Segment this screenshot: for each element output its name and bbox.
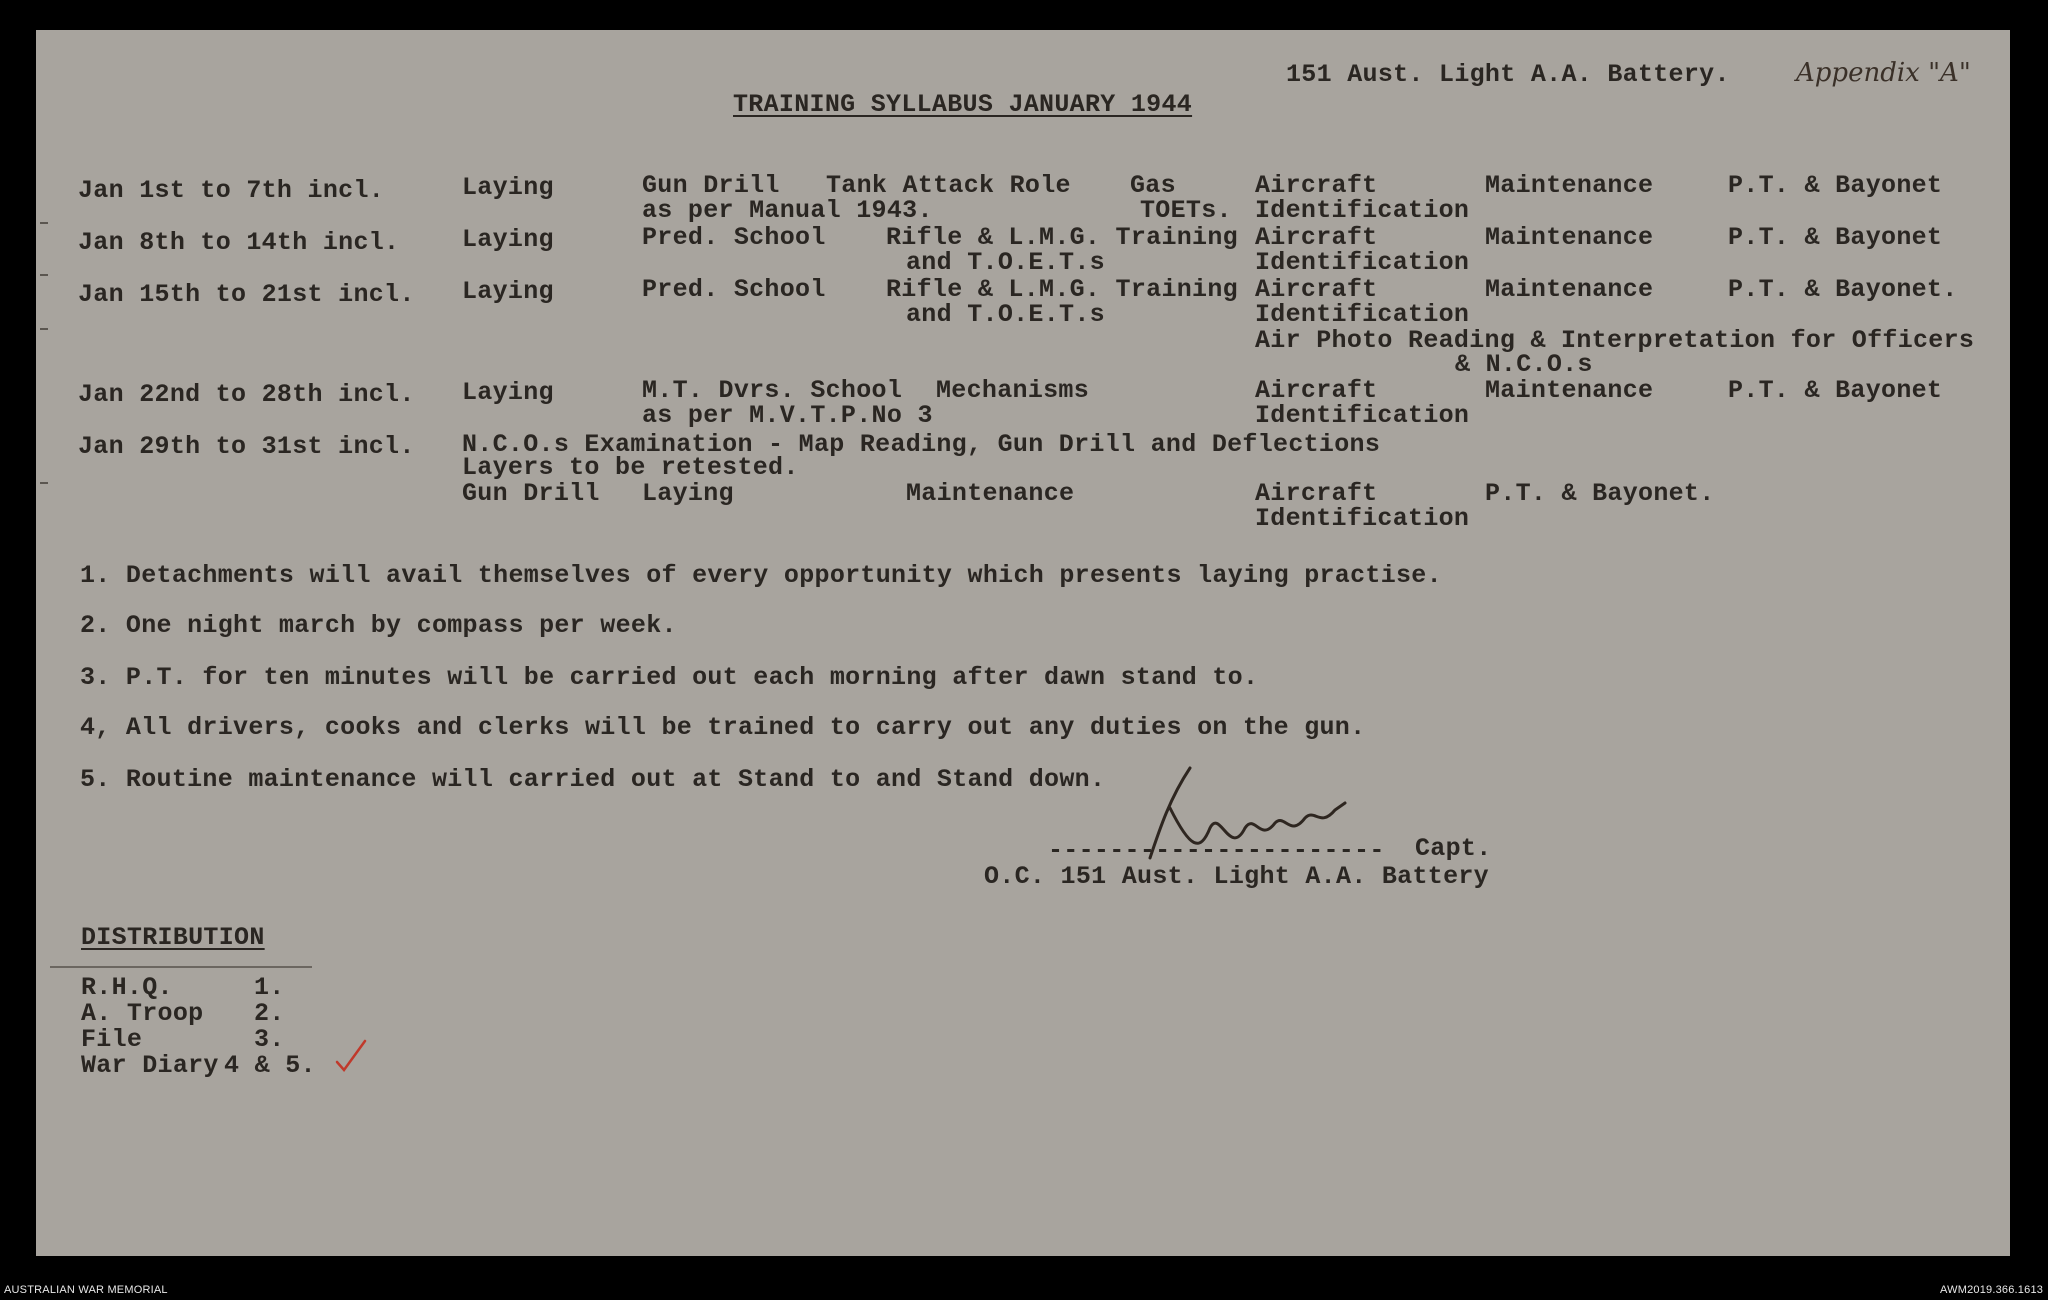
- row-gun-drill: Gun Drill: [642, 171, 780, 200]
- row-pt-bayonet: P.T. & Bayonet: [1728, 171, 1943, 200]
- distribution-copies: 3.: [254, 1025, 285, 1054]
- row-maintenance: Maintenance: [1485, 171, 1654, 200]
- distribution-rule: [50, 966, 312, 968]
- row-pt-bayonet: P.T. & Bayonet.: [1485, 479, 1715, 508]
- row-air-photo: Air Photo Reading & Interpretation for Officers: [1255, 326, 1975, 355]
- distribution-heading: DISTRIBUTION: [81, 923, 265, 952]
- distribution-name: A. Troop: [81, 999, 204, 1028]
- row-toets: and T.O.E.T.s: [906, 300, 1105, 329]
- row-retest: Layers to be retested.: [462, 453, 799, 482]
- document-page: [36, 30, 2010, 1256]
- row-identification: Identification: [1255, 248, 1470, 277]
- archive-credit: AUSTRALIAN WAR MEMORIAL: [4, 1284, 168, 1296]
- distribution-name: File: [81, 1025, 143, 1054]
- row-identification: Identification: [1255, 196, 1470, 225]
- row-air-photo-ncos: & N.C.O.s: [1455, 350, 1593, 379]
- document-title: TRAINING SYLLABUS JANUARY 1944: [733, 90, 1193, 119]
- row-pred-school: Pred. School: [642, 223, 826, 252]
- signature-rank: Capt.: [1415, 834, 1492, 863]
- note-item: 5. Routine maintenance will carried out at Stand to and Stand down.: [80, 765, 1106, 794]
- row-pt-bayonet: P.T. & Bayonet: [1728, 223, 1943, 252]
- row-maintenance: Maintenance: [906, 479, 1075, 508]
- margin-mark: [40, 328, 48, 330]
- note-item: 1. Detachments will avail themselves of every opportunity which presents laying practise.: [80, 561, 1442, 590]
- row-maintenance: Maintenance: [1485, 223, 1654, 252]
- row-pred-school: Pred. School: [642, 275, 826, 304]
- row-rifle-training: Rifle & L.M.G. Training: [886, 223, 1238, 252]
- row-laying: Laying: [462, 225, 554, 254]
- archive-id: AWM2019.366.1613: [1940, 1284, 2044, 1296]
- margin-mark: [40, 482, 48, 484]
- row-toets: TOETs.: [1140, 196, 1232, 225]
- distribution-copies: 1.: [254, 973, 285, 1002]
- row-rifle-training: Rifle & L.M.G. Training: [886, 275, 1238, 304]
- row-aircraft: Aircraft: [1255, 479, 1378, 508]
- row-laying: Laying: [462, 378, 554, 407]
- row-gas: Gas: [1130, 171, 1176, 200]
- row-dates: Jan 22nd to 28th incl.: [78, 380, 415, 409]
- margin-mark: [40, 274, 48, 276]
- row-mt-school: M.T. Dvrs. School: [642, 376, 903, 405]
- row-laying: Laying: [462, 173, 554, 202]
- distribution-name: R.H.Q.: [81, 973, 173, 1002]
- row-aircraft: Aircraft: [1255, 275, 1378, 304]
- row-identification: Identification: [1255, 401, 1470, 430]
- appendix-annotation: Appendix "A": [1796, 58, 1971, 88]
- row-pt-bayonet: P.T. & Bayonet.: [1728, 275, 1958, 304]
- row-dates: Jan 8th to 14th incl.: [78, 228, 400, 257]
- distribution-name: War Diary: [81, 1051, 219, 1080]
- row-laying: Laying: [642, 479, 734, 508]
- row-pt-bayonet: P.T. & Bayonet: [1728, 376, 1943, 405]
- note-item: 2. One night march by compass per week.: [80, 611, 677, 640]
- row-mechanisms: Mechanisms: [936, 376, 1090, 405]
- row-gun-drill: Gun Drill: [462, 479, 600, 508]
- row-identification: Identification: [1255, 504, 1470, 533]
- margin-mark: [40, 222, 48, 224]
- unit-heading: 151 Aust. Light A.A. Battery.: [1286, 60, 1730, 89]
- row-aircraft: Aircraft: [1255, 376, 1378, 405]
- row-exam: N.C.O.s Examination - Map Reading, Gun Drill and Deflections: [462, 430, 1381, 459]
- row-dates: Jan 1st to 7th incl.: [78, 176, 385, 205]
- row-maintenance: Maintenance: [1485, 275, 1654, 304]
- row-tank-attack: Tank Attack Role: [826, 171, 1071, 200]
- row-toets: and T.O.E.T.s: [906, 248, 1105, 277]
- distribution-copies: 2.: [254, 999, 285, 1028]
- row-laying: Laying: [462, 277, 554, 306]
- signature-line: ----------------------: [1048, 836, 1385, 865]
- row-dates: Jan 15th to 21st incl.: [78, 280, 415, 309]
- row-aircraft: Aircraft: [1255, 223, 1378, 252]
- check-mark-icon: [334, 1038, 368, 1074]
- row-gun-drill-detail: as per Manual 1943.: [642, 196, 933, 225]
- row-identification: Identification: [1255, 300, 1470, 329]
- row-maintenance: Maintenance: [1485, 376, 1654, 405]
- note-item: 3. P.T. for ten minutes will be carried out each morning after dawn stand to.: [80, 663, 1259, 692]
- row-mvtp: as per M.V.T.P.No 3: [642, 401, 933, 430]
- distribution-copies: 4 & 5.: [224, 1051, 316, 1080]
- row-dates: Jan 29th to 31st incl.: [78, 432, 415, 461]
- signature-title: O.C. 151 Aust. Light A.A. Battery: [984, 862, 1489, 891]
- row-aircraft: Aircraft: [1255, 171, 1378, 200]
- note-item: 4, All drivers, cooks and clerks will be trained to carry out any duties on the gun.: [80, 713, 1366, 742]
